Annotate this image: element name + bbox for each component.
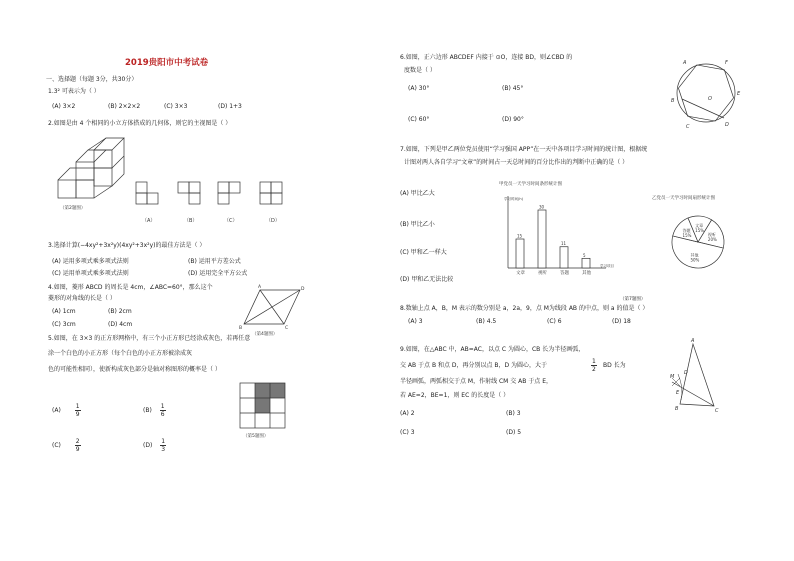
q6-stem: 6.如图，正六边形 ABCDEF 内接于 ⊙O，连接 BD，则∠CBD 的 <box>400 54 573 61</box>
q8-stem: 8.数轴上点 A，B，M 表示的数分别是 a，2a，9，点 M为线段 AB 的中点，则 a 的值是（ ） <box>400 305 649 312</box>
tri-label-d: D <box>684 370 688 376</box>
q8-option-a[interactable]: (A) 3 <box>408 318 423 325</box>
tri-label-a: A <box>691 338 695 344</box>
q7-option-d[interactable]: (D) 甲和乙无法比较 <box>400 276 454 283</box>
q4-stem-2: 菱形的对角线的长是（ ） <box>48 295 116 302</box>
q7-option-a[interactable]: (A) 甲比乙大 <box>400 190 435 197</box>
q9-option-a[interactable]: (A) 2 <box>400 410 415 417</box>
bar-chart-xlabel: 学习项目 <box>600 264 614 268</box>
q4-stem: 4.如图，菱形 ABCD 的周长是 4cm，∠ABC=60°，那么这个 <box>48 284 213 291</box>
q9-stem-3: BD 长为 <box>603 362 626 369</box>
q9-option-b[interactable]: (B) 3 <box>506 410 521 417</box>
pie-slice-label: 视听 <box>707 232 716 238</box>
q8-option-d[interactable]: (D) 18 <box>612 318 631 325</box>
hex-label-e: E <box>737 91 741 97</box>
hex-label-c: C <box>686 124 690 130</box>
q6-option-d[interactable]: (D) 90° <box>502 116 524 123</box>
bar-chart-title: 甲党员一天学习时间条形统计图 <box>499 182 562 187</box>
q9-half-fraction: $\frac{1}{2}$ <box>592 358 596 373</box>
q2-option-c-label: （C） <box>224 218 238 224</box>
pie-slice-percent: 50% <box>690 257 700 263</box>
q5-d-den: 3 <box>161 446 166 453</box>
q5-a-num: 1 <box>75 403 80 410</box>
q6-stem-2: 度数是（ ） <box>404 67 436 74</box>
hex-label-f: F <box>725 60 728 66</box>
rhombus-label-c: C <box>285 326 289 331</box>
tri-label-c: C <box>715 408 719 414</box>
q2-option-b-label: （B） <box>184 218 198 224</box>
q6-option-a[interactable]: (A) 30° <box>408 85 430 92</box>
q9-option-c[interactable]: (C) 3 <box>400 429 415 436</box>
q5-option-a[interactable]: (A) $\frac{1}{9}$ <box>52 403 80 418</box>
bar-category-label: 其他 <box>582 271 591 276</box>
pie-slice-label: 文章 <box>695 222 704 228</box>
q2-option-d-shape[interactable] <box>258 180 298 225</box>
q5-stem-3: 色的可能性相同），使新构成灰色部分是轴对称图形的概率是（ ） <box>48 366 221 373</box>
hex-label-o: O <box>708 96 712 102</box>
q5-caption: （第5题图） <box>243 434 269 439</box>
bar-category-label: 视听 <box>538 271 547 276</box>
q1-option-a[interactable]: (A) 3×2 <box>52 103 76 110</box>
q9-triangle-figure <box>670 338 745 418</box>
q1-option-d[interactable]: (D) 1+3 <box>218 103 242 110</box>
q5-a-den: 9 <box>75 411 80 418</box>
q3-stem: 3.选择计算(−4xy²+3x²y)(4xy²+3x²y)的最佳方法是（ ） <box>48 242 206 249</box>
bar-category-label: 文章 <box>516 271 525 276</box>
section-heading: 一、选择题（每题 3分，共30分） <box>46 76 138 83</box>
q7-option-b[interactable]: (B) 甲比乙小 <box>400 221 435 228</box>
q1-stem: 1.3² 可表示为（ ） <box>48 88 100 95</box>
tri-label-e: E <box>676 390 680 396</box>
page-title: 2019贵阳市中考试卷 <box>125 58 209 68</box>
q9-stem: 9.如图，在△ABC 中，AB=AC，以点 C 为圆心，CB 长为半径画弧， <box>400 346 585 353</box>
q2-option-b-shape[interactable] <box>176 180 216 225</box>
q2-cube-figure <box>48 138 128 211</box>
q3-option-b[interactable]: (B) 运用平方差公式 <box>188 258 241 265</box>
q2-option-a-label: （A） <box>142 218 156 224</box>
q6-option-b[interactable]: (B) 45° <box>502 85 524 92</box>
bar-chart-ylabel: 学习时间(h) <box>504 197 523 201</box>
q6-option-c[interactable]: (C) 60° <box>408 116 430 123</box>
q5-option-d[interactable]: (D) $\frac{1}{3}$ <box>143 438 166 453</box>
q6-hexagon-figure <box>670 56 745 131</box>
q4-option-c[interactable]: (C) 3cm <box>52 321 76 328</box>
rhombus-label-a: A <box>258 285 262 290</box>
q4-caption: （第4题图） <box>252 332 278 337</box>
pie-slice-label: 其他 <box>690 252 699 258</box>
q5-option-b[interactable]: (B) $\frac{1}{6}$ <box>143 403 165 418</box>
pie-slice-percent: 20% <box>707 237 717 243</box>
rhombus-label-b: B <box>239 326 243 331</box>
q4-option-d[interactable]: (D) 4cm <box>108 321 133 328</box>
q5-c-den: 9 <box>75 446 80 453</box>
q2-option-a-shape[interactable] <box>134 180 174 225</box>
q4-option-b[interactable]: (B) 2cm <box>108 308 132 315</box>
q3-option-a[interactable]: (A) 运用多项式乘多项式法则 <box>52 258 129 265</box>
q7-caption: （第7题图） <box>620 297 646 302</box>
q7-option-c[interactable]: (C) 甲和乙一样大 <box>400 249 447 256</box>
pie-slice-percent: 15% <box>682 233 692 239</box>
bar-答题 <box>560 247 568 268</box>
q2-option-d-label: （D） <box>266 218 280 224</box>
bar-value-label: 5 <box>583 252 586 258</box>
tri-label-m: M <box>670 374 675 380</box>
q5-b-num: 1 <box>160 403 165 410</box>
pie-slice-label: 答题 <box>682 228 691 234</box>
q9-stem-5: 若 AE=2，BE=1，则 EC 的长度是（ ） <box>400 392 510 399</box>
bar-视听 <box>538 210 546 268</box>
q7-stem: 7.如图，下列是甲乙两位党员使用“学习强国 APP”在一天中各项目学习时间的统计图，根据统 <box>400 146 648 153</box>
hex-label-b: B <box>671 98 675 104</box>
tri-label-b: B <box>675 406 679 412</box>
jia-bar-chart <box>484 180 614 280</box>
yi-pie-chart <box>652 194 752 284</box>
q9-stem-2: 交 AB 于点 B 和点 D，再分别以点 B，D 为圆心，大于 <box>400 362 548 369</box>
q5-grid-figure <box>240 383 290 441</box>
q8-option-c[interactable]: (C) 6 <box>547 318 562 325</box>
bar-value-label: 15 <box>517 233 523 239</box>
q7-stem-2: 计图对两人各自学习“文章”的时间占一天总时间的百分比作出的判断中正确的是（ ） <box>404 159 629 166</box>
q5-stem-2: 涂一个白色的小正方形（每个白色的小正方形被涂成灰 <box>48 350 193 357</box>
bar-文章 <box>516 239 524 268</box>
q4-option-a[interactable]: (A) 1cm <box>52 308 76 315</box>
pie-chart-title: 乙党员一天学习时间扇形统计图 <box>652 196 715 201</box>
q5-option-c[interactable]: (C) $\frac{2}{9}$ <box>52 438 80 453</box>
q9-option-d[interactable]: (D) 5 <box>506 429 522 436</box>
hex-label-d: D <box>725 122 729 128</box>
q2-caption: （第2题图） <box>60 206 86 211</box>
hex-label-a: A <box>683 60 687 66</box>
q8-option-b[interactable]: (B) 4.5 <box>476 318 497 325</box>
bar-其他 <box>582 258 590 268</box>
q1-option-b[interactable]: (B) 2×2×2 <box>108 103 141 110</box>
bar-category-label: 答题 <box>560 271 569 276</box>
rhombus-label-d: D <box>301 287 305 292</box>
q3-option-c[interactable]: (C) 运用单项式乘多项式法则 <box>52 270 129 277</box>
q5-c-num: 2 <box>75 438 80 445</box>
q2-option-c-shape[interactable] <box>216 180 256 225</box>
bar-value-label: 30 <box>539 204 545 210</box>
q1-option-c[interactable]: (C) 3×3 <box>164 103 188 110</box>
q5-d-num: 1 <box>161 438 166 445</box>
q5-b-den: 6 <box>160 411 165 418</box>
q3-option-d[interactable]: (D) 运用完全平方公式 <box>188 270 248 277</box>
q9-stem-4: 半径画弧，两弧相交于点 M，作射线 CM 交 AB 于点 E， <box>400 378 552 385</box>
q2-stem: 2.如图是由 4 个相同的小立方体搭成的几何体，则它的主视图是（ ） <box>48 120 232 127</box>
q5-stem: 5.如图，在 3×3 的正方形网格中，有三个小正方形已经涂成灰色，若再任意 <box>48 335 251 342</box>
pie-slice-percent: 15% <box>695 227 705 233</box>
bar-value-label: 11 <box>561 241 567 247</box>
q4-rhombus-figure <box>238 284 308 336</box>
